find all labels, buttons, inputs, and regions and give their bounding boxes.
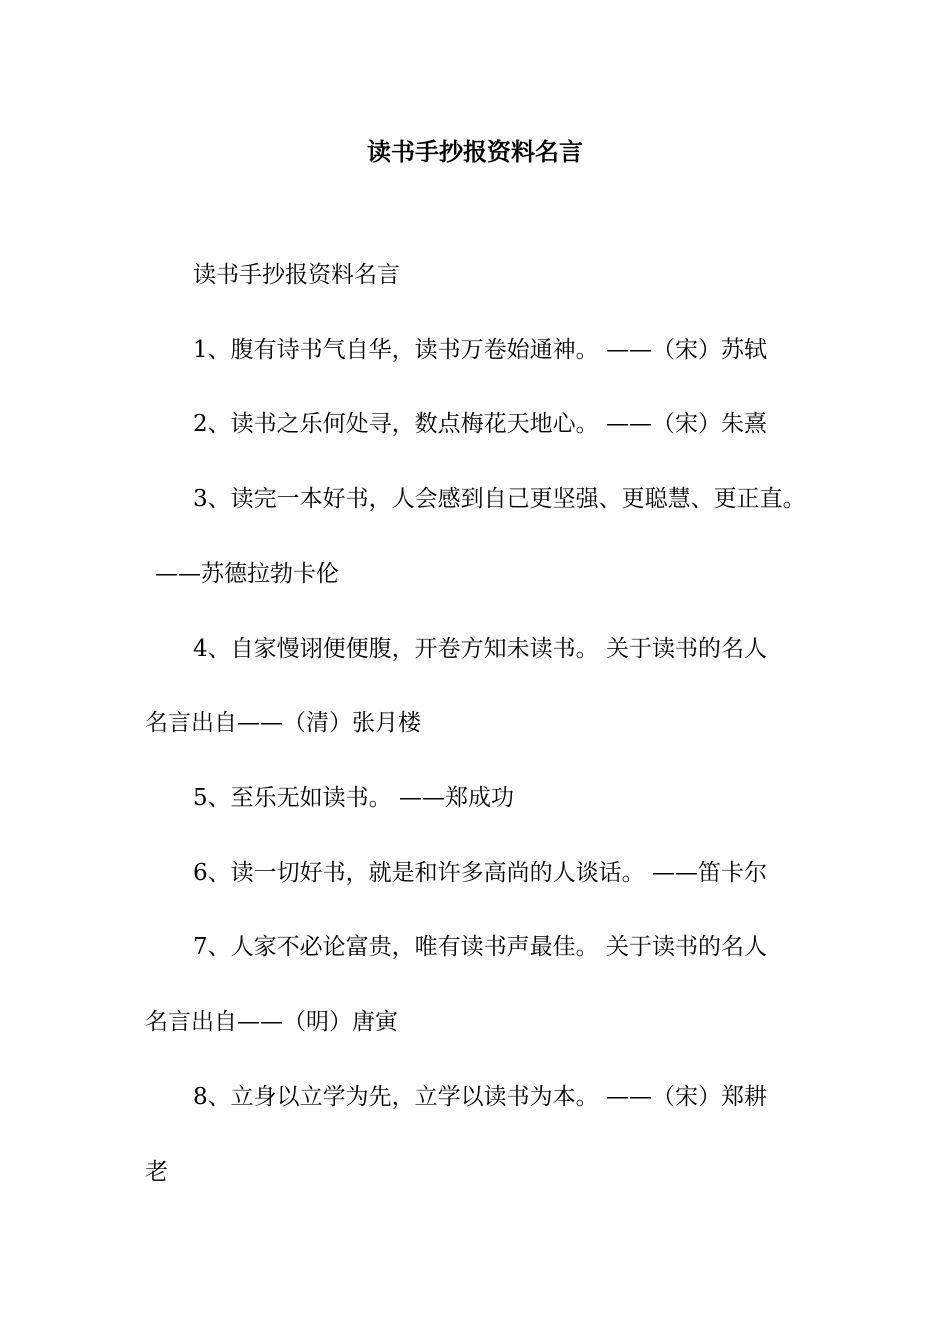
quote-8: 8、立身以立学为先，立学以读书为本。 ——（宋）郑耕 [193, 1084, 767, 1110]
quote-1: 1、腹有诗书气自华，读书万卷始通神。 ——（宋）苏轼 [193, 337, 767, 363]
quote-3-attribution: ——苏德拉勃卡伦 [155, 561, 339, 587]
quote-8-attribution: 老 [145, 1159, 168, 1185]
body-heading: 读书手抄报资料名言 [193, 262, 400, 288]
quote-7: 7、人家不必论富贵，唯有读书声最佳。 关于读书的名人 [193, 934, 767, 960]
document-title: 读书手抄报资料名言 [367, 137, 583, 166]
quote-6: 6、读一切好书，就是和许多高尚的人谈话。 ——笛卡尔 [193, 860, 767, 886]
quote-3: 3、读完一本好书，人会感到自己更坚强、更聪慧、更正直。 [193, 486, 806, 512]
quote-7-attribution: 名言出自——（明）唐寅 [145, 1009, 398, 1035]
quote-4: 4、自家慢诩便便腹，开卷方知未读书。 关于读书的名人 [193, 636, 767, 662]
quote-4-attribution: 名言出自——（清）张月楼 [145, 710, 421, 736]
quote-2: 2、读书之乐何处寻，数点梅花天地心。 ——（宋）朱熹 [193, 411, 767, 437]
quote-5: 5、至乐无如读书。 ——郑成功 [193, 785, 514, 811]
